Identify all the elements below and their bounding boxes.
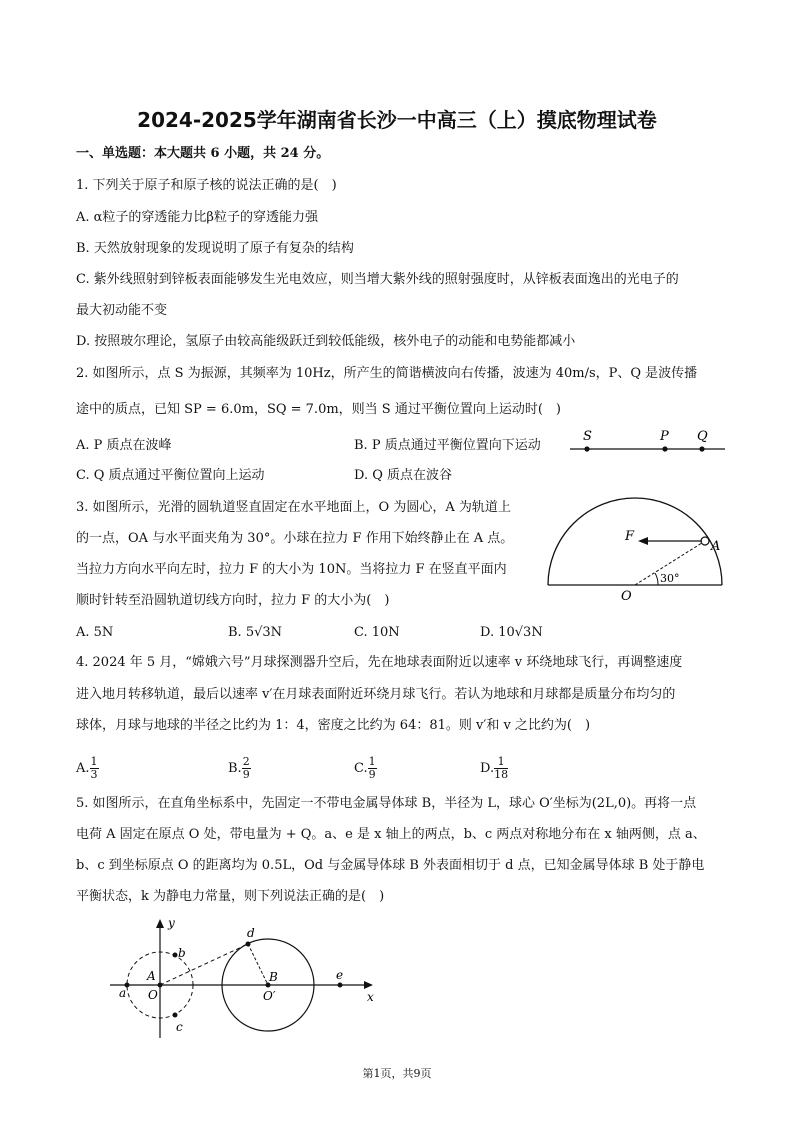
q4-option-b: B. $\frac{2}{9}$	[228, 755, 250, 781]
tangent-od	[160, 944, 248, 985]
q1-option-c: C. 紫外线照射到锌板表面能够发生光电效应，则当增大紫外线的照射强度时，从锌板表面逸出的光电子的	[76, 272, 679, 287]
page-title: 2024-2025学年湖南省长沙一中高三（上）摸底物理试卷	[137, 108, 657, 132]
x-axis-arrow	[364, 981, 373, 989]
q2-option-d: D. Q 质点在波谷	[354, 468, 453, 483]
y-axis-arrow	[156, 919, 164, 928]
label-y: y	[168, 916, 175, 930]
q4-option-c: C. $\frac{1}{9}$	[354, 755, 376, 781]
q3-option-d: D. 10√3N	[480, 625, 543, 640]
q2-stem-line2: 途中的质点，已知 SP = 6.0m，SQ = 7.0m，则当 S 通过平衡位置向上运动时( )	[76, 402, 561, 417]
point-q	[699, 446, 704, 451]
q2-option-a: A. P 质点在波峰	[76, 438, 172, 453]
q3-option-b: B. 5√3N	[228, 625, 283, 640]
q4-option-a: A. $\frac{1}{3}$	[76, 755, 98, 781]
label-charge-a: A	[147, 969, 156, 983]
point-c	[173, 1013, 178, 1018]
label-c-point: c	[176, 1020, 183, 1034]
q2-stem-line1: 2. 如图所示，点 S 为振源，其频率为 10Hz，所产生的简谐横波向右传播，波速为 40m/s，P、Q 是波传播	[76, 366, 698, 381]
section-heading: 一、单选题：本大题共 6 小题，共 24 分。	[76, 146, 330, 161]
q1-option-a: A. α粒子的穿透能力比β粒子的穿透能力强	[76, 210, 318, 225]
fraction: $\frac{1}{9}$	[368, 755, 376, 781]
q2-option-b: B. P 质点通过平衡位置向下运动	[354, 438, 541, 453]
radius-od	[248, 944, 268, 985]
q5-stem-line4: 平衡状态，k 为静电力常量，则下列说法正确的是( )	[76, 889, 385, 904]
q2-option-c: C. Q 质点通过平衡位置向上运动	[76, 468, 265, 483]
label-a-point: a	[119, 986, 127, 1000]
label-a: A	[711, 539, 721, 554]
label-e-point: e	[336, 968, 344, 982]
q5-coordinate-figure	[105, 913, 385, 1043]
q1-option-c-cont: 最大初动能不变	[76, 303, 168, 318]
q5-stem-line2: 电荷 A 固定在原点 O 处，带电量为 + Q。a、e 是 x 轴上的两点，b、c 两点对称地分布在 x 轴两侧，点 a、	[76, 827, 706, 842]
point-e	[338, 983, 343, 988]
fraction: $\frac{2}{9}$	[242, 755, 250, 781]
q3-stem-line3: 当拉力方向水平向左时，拉力 F 的大小为 10N。当将拉力 F 在竖直平面内	[76, 562, 507, 577]
point-p	[662, 446, 667, 451]
label-origin: O	[148, 988, 158, 1002]
fraction: $\frac{1}{3}$	[90, 755, 98, 781]
point-s	[584, 446, 589, 451]
label-b-point: b	[178, 946, 186, 960]
q3-stem-line4: 顺时针转至沿圆轨道切线方向时，拉力 F 的大小为( )	[76, 593, 390, 608]
q1-option-b: B. 天然放射现象的发现说明了原子有复杂的结构	[76, 241, 354, 256]
label-sphere-b: B	[269, 970, 278, 984]
label-angle: 30°	[660, 572, 680, 585]
point-origin	[158, 983, 163, 988]
label-p: P	[660, 429, 669, 444]
label-x: x	[367, 990, 374, 1004]
q1-option-d: D. 按照玻尔理论，氢原子由较高能级跃迁到较低能级，核外电子的动能和电势能都减小	[76, 334, 576, 349]
label-o-prime: O′	[263, 989, 276, 1003]
q4-stem-line3: 球体，月球与地球的半径之比约为 1：4，密度之比约为 64：81。则 v′和 v 之比约为( )	[76, 718, 591, 733]
fraction: $\frac{1}{18}$	[494, 755, 509, 781]
angle-arc	[655, 573, 658, 585]
q3-option-c: C. 10N	[354, 625, 400, 640]
q3-track-figure	[540, 490, 730, 610]
arrow-head	[638, 537, 648, 545]
point-b	[173, 953, 178, 958]
label-o: O	[621, 589, 632, 604]
q4-stem-line2: 进入地月转移轨道，最后以速率 v′在月球表面附近环绕月球飞行。若认为地球和月球都是质量分布均匀的	[76, 687, 676, 702]
q3-stem-line2: 的一点，OA 与水平面夹角为 30°。小球在拉力 F 作用下始终静止在 A 点。	[76, 531, 514, 546]
ball-a	[701, 537, 709, 545]
page-footer: 第1页，共9页	[362, 1067, 432, 1080]
q3-option-a: A. 5N	[76, 625, 114, 640]
label-d-point: d	[247, 926, 255, 940]
q4-stem-line1: 4. 2024 年 5 月，“嫦娥六号”月球探测器升空后，先在地球表面附近以速率 v 环绕地球飞行，再调整速度	[76, 655, 683, 670]
q1-stem: 1. 下列关于原子和原子核的说法正确的是( )	[76, 178, 337, 193]
label-s: S	[583, 429, 592, 444]
q4-option-d: D. $\frac{1}{18}$	[480, 755, 509, 781]
label-f: F	[625, 529, 635, 544]
label-q: Q	[697, 429, 708, 444]
q3-stem-line1: 3. 如图所示，光滑的圆轨道竖直固定在水平地面上，O 为圆心，A 为轨道上	[76, 500, 511, 515]
q2-wave-figure	[565, 425, 730, 465]
q5-stem-line1: 5. 如图所示，在直角坐标系中，先固定一不带电金属导体球 B，半径为 L，球心 O′坐标为(2L,0)。再将一点	[76, 796, 697, 811]
q5-stem-line3: b、c 到坐标原点 O 的距离均为 0.5L，Od 与金属导体球 B 外表面相切于 d 点，已知金属导体球 B 处于静电	[76, 858, 705, 873]
point-d	[246, 942, 251, 947]
